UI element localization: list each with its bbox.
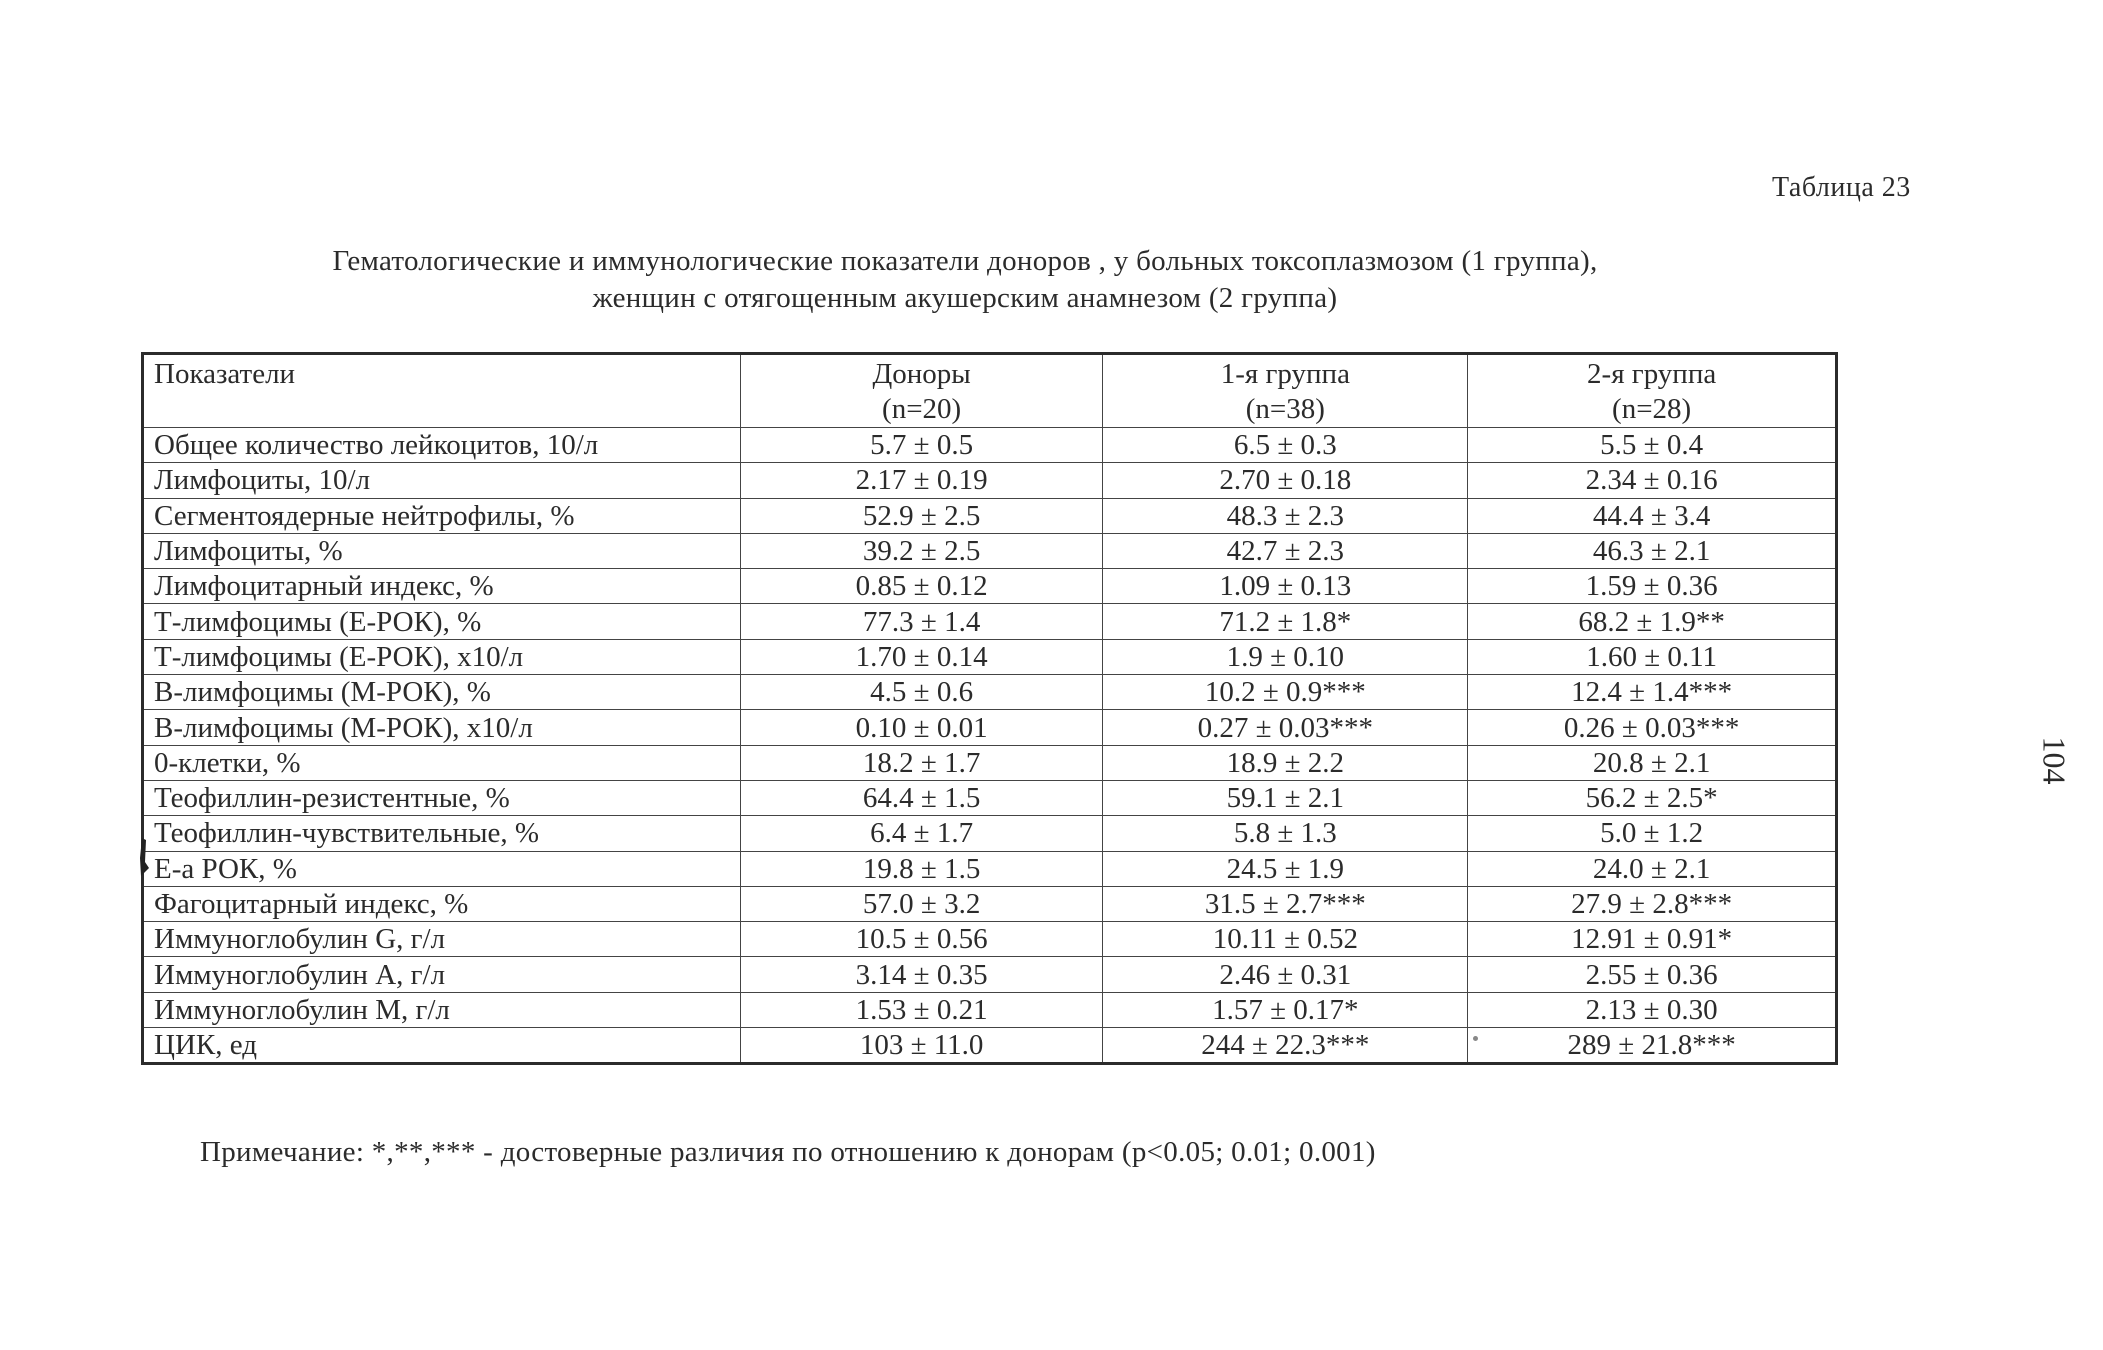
cell-donors: 4.5 ± 0.6 — [740, 675, 1103, 710]
table-row — [143, 498, 1837, 533]
table-label: Таблица 23 — [1772, 172, 1911, 203]
cell-group-1: 59.1 ± 2.1 — [1103, 780, 1468, 815]
header-indicators — [143, 354, 741, 428]
data-table — [141, 352, 1838, 1065]
table-row — [143, 1028, 1837, 1064]
cell-group-2: 5.5 ± 0.4 — [1468, 428, 1837, 463]
cell-group-1: 244 ± 22.3*** — [1103, 1028, 1468, 1064]
row-indicator: Лимфоциты, 10/л — [143, 463, 741, 498]
cell-group-1: 0.27 ± 0.03*** — [1103, 710, 1468, 745]
cell-group-1: 2.46 ± 0.31 — [1103, 957, 1468, 992]
page-number: 104 — [2036, 736, 2073, 785]
table-row — [143, 463, 1837, 498]
cell-group-2: 12.4 ± 1.4*** — [1468, 675, 1837, 710]
cell-group-2: 27.9 ± 2.8*** — [1468, 886, 1837, 921]
cell-donors: 19.8 ± 1.5 — [740, 851, 1103, 886]
cell-group-1: 48.3 ± 2.3 — [1103, 498, 1468, 533]
caption-line-1: Гематологические и иммунологические показатели доноров , у больных токсоплазмозом (1 группа), — [332, 245, 1598, 277]
header-group-1-label: 1-я группа — [1220, 358, 1350, 390]
cell-group-1: 24.5 ± 1.9 — [1103, 851, 1468, 886]
cell-group-2: 0.26 ± 0.03*** — [1468, 710, 1837, 745]
row-indicator: В-лимфоцимы (М-РОК), % — [143, 675, 741, 710]
cell-group-2: 20.8 ± 2.1 — [1468, 745, 1837, 780]
row-indicator: Фагоцитарный индекс, % — [143, 886, 741, 921]
cell-group-1: 1.9 ± 0.10 — [1103, 639, 1468, 674]
table-row — [143, 428, 1837, 463]
header-group-2-n: (n=28) — [1612, 393, 1692, 425]
row-indicator: ЦИК, ед — [143, 1028, 741, 1064]
cell-group-1: 1.57 ± 0.17* — [1103, 992, 1468, 1027]
row-indicator: Сегментоядерные нейтрофилы, % — [143, 498, 741, 533]
row-indicator: Иммуноглобулин М, г/л — [143, 992, 741, 1027]
cell-donors: 0.10 ± 0.01 — [740, 710, 1103, 745]
table-row — [143, 816, 1837, 851]
table-row — [143, 851, 1837, 886]
row-indicator: Е-а РОК, % — [143, 851, 741, 886]
cell-group-2: 56.2 ± 2.5* — [1468, 780, 1837, 815]
row-indicator: Теофиллин-чувствительные, % — [143, 816, 741, 851]
cell-group-2: 24.0 ± 2.1 — [1468, 851, 1837, 886]
header-indicators-label: Показатели — [154, 358, 296, 390]
cell-donors: 3.14 ± 0.35 — [740, 957, 1103, 992]
table-caption — [200, 243, 1730, 317]
row-indicator: Лимфоциты, % — [143, 533, 741, 568]
cell-donors: 5.7 ± 0.5 — [740, 428, 1103, 463]
header-group-1 — [1103, 354, 1468, 428]
cell-group-2: 68.2 ± 1.9** — [1468, 604, 1837, 639]
cell-donors: 10.5 ± 0.56 — [740, 922, 1103, 957]
table-row — [143, 992, 1837, 1027]
caption-line-2: женщин с отягощенным акушерским анамнезом (2 группа) — [592, 282, 1338, 314]
table-row — [143, 533, 1837, 568]
cell-donors: 2.17 ± 0.19 — [740, 463, 1103, 498]
row-indicator: Лимфоцитарный индекс, % — [143, 569, 741, 604]
cell-group-1: 10.11 ± 0.52 — [1103, 922, 1468, 957]
cell-donors: 6.4 ± 1.7 — [740, 816, 1103, 851]
cell-group-2: 1.59 ± 0.36 — [1468, 569, 1837, 604]
cell-group-2: 12.91 ± 0.91* — [1468, 922, 1837, 957]
cell-group-1: 42.7 ± 2.3 — [1103, 533, 1468, 568]
row-indicator: Теофиллин-резистентные, % — [143, 780, 741, 815]
header-donors-n: (n=20) — [882, 393, 962, 425]
row-indicator: Т-лимфоцимы (Е-РОК), % — [143, 604, 741, 639]
cell-donors: 103 ± 11.0 — [740, 1028, 1103, 1064]
ink-dot — [1473, 1036, 1478, 1041]
cell-group-2: 5.0 ± 1.2 — [1468, 816, 1837, 851]
table-row — [143, 957, 1837, 992]
cell-group-2: 46.3 ± 2.1 — [1468, 533, 1837, 568]
cell-donors: 64.4 ± 1.5 — [740, 780, 1103, 815]
table-header-row — [143, 354, 1837, 428]
cell-donors: 1.70 ± 0.14 — [740, 639, 1103, 674]
table-row — [143, 569, 1837, 604]
cell-donors: 57.0 ± 3.2 — [740, 886, 1103, 921]
cell-group-2: 2.34 ± 0.16 — [1468, 463, 1837, 498]
table-row — [143, 710, 1837, 745]
cell-donors: 52.9 ± 2.5 — [740, 498, 1103, 533]
ink-mark — [138, 838, 150, 878]
cell-group-1: 71.2 ± 1.8* — [1103, 604, 1468, 639]
table-row — [143, 745, 1837, 780]
cell-group-2: 1.60 ± 0.11 — [1468, 639, 1837, 674]
cell-group-1: 5.8 ± 1.3 — [1103, 816, 1468, 851]
header-group-2-label: 2-я группа — [1587, 358, 1717, 390]
row-indicator: 0-клетки, % — [143, 745, 741, 780]
header-donors-label: Доноры — [872, 358, 971, 390]
cell-group-2: 44.4 ± 3.4 — [1468, 498, 1837, 533]
cell-group-1: 31.5 ± 2.7*** — [1103, 886, 1468, 921]
table-row — [143, 886, 1837, 921]
table-row — [143, 780, 1837, 815]
cell-group-1: 10.2 ± 0.9*** — [1103, 675, 1468, 710]
row-indicator: Иммуноглобулин G, г/л — [143, 922, 741, 957]
cell-group-2: 2.55 ± 0.36 — [1468, 957, 1837, 992]
table-row — [143, 675, 1837, 710]
row-indicator: Общее количество лейкоцитов, 10/л — [143, 428, 741, 463]
cell-donors: 18.2 ± 1.7 — [740, 745, 1103, 780]
table-row — [143, 639, 1837, 674]
cell-donors: 1.53 ± 0.21 — [740, 992, 1103, 1027]
cell-group-1: 2.70 ± 0.18 — [1103, 463, 1468, 498]
cell-group-1: 18.9 ± 2.2 — [1103, 745, 1468, 780]
header-donors — [740, 354, 1103, 428]
cell-group-1: 1.09 ± 0.13 — [1103, 569, 1468, 604]
table-row — [143, 604, 1837, 639]
header-group-2 — [1468, 354, 1837, 428]
table-note: Примечание: *,**,*** - достоверные различия по отношению к донорам (p<0.05; 0.01; 0.001) — [200, 1136, 1376, 1168]
cell-donors: 77.3 ± 1.4 — [740, 604, 1103, 639]
cell-donors: 0.85 ± 0.12 — [740, 569, 1103, 604]
row-indicator: В-лимфоцимы (М-РОК), х10/л — [143, 710, 741, 745]
row-indicator: Т-лимфоцимы (Е-РОК), х10/л — [143, 639, 741, 674]
cell-group-2: 289 ± 21.8*** — [1468, 1028, 1837, 1064]
cell-group-2: 2.13 ± 0.30 — [1468, 992, 1837, 1027]
cell-donors: 39.2 ± 2.5 — [740, 533, 1103, 568]
cell-group-1: 6.5 ± 0.3 — [1103, 428, 1468, 463]
table-body — [143, 428, 1837, 1064]
table-row — [143, 922, 1837, 957]
row-indicator: Иммуноглобулин А, г/л — [143, 957, 741, 992]
header-group-1-n: (n=38) — [1245, 393, 1325, 425]
